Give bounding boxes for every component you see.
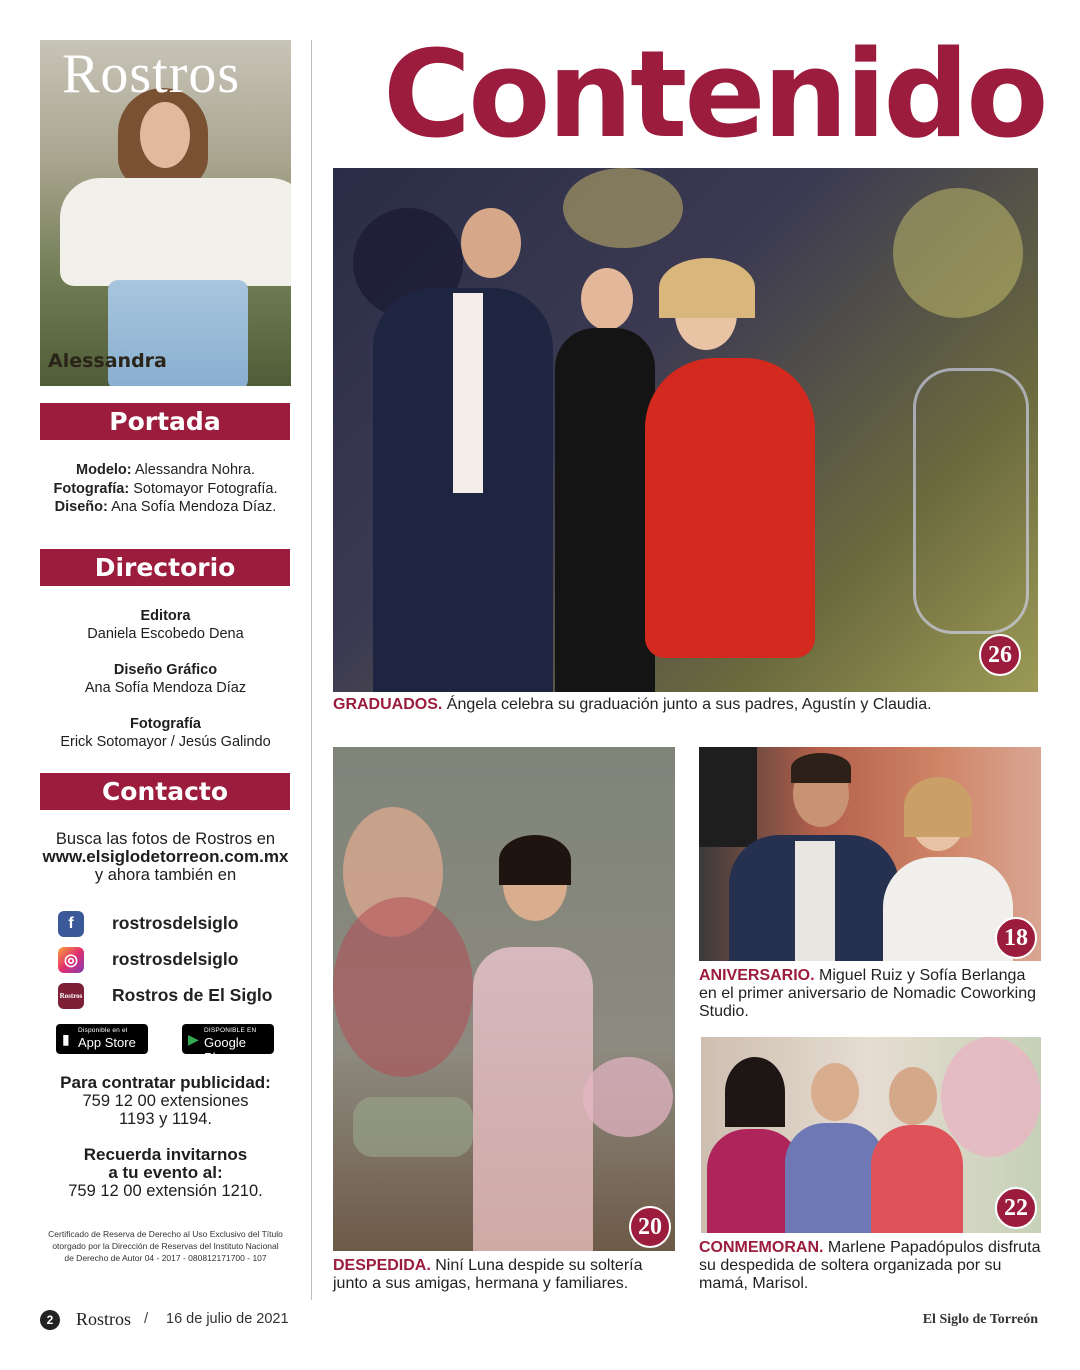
conmemoran-caption: CONMEMORAN. Marlene Papadópulos disfruta su despedida de soltera organizada por su mamá, Marisol.: [699, 1239, 1041, 1292]
footer-brand: Rostros: [76, 1309, 132, 1329]
directorio-list: [40, 607, 291, 751]
cover-image[interactable]: [40, 40, 291, 386]
despedida-caption: DESPEDIDA. Niní Luna despide su soltería junto a sus amigas, hermana y familiares.: [333, 1257, 643, 1292]
google-play-badge[interactable]: ▶ DISPONIBLE EN Google Play: [182, 1024, 274, 1054]
google-play-icon: ▶: [188, 1030, 199, 1047]
contacto-text: Busca las fotos de Rostros en www.elsiglodetorreon.com.mx y ahora también en: [40, 830, 291, 884]
conmemoran-photo[interactable]: [701, 1037, 1041, 1233]
instagram-icon: ◎: [58, 947, 84, 973]
social-list: [40, 906, 291, 1014]
directorio-entry: Fotografía Erick Sotomayor / Jesús Galindo: [60, 715, 271, 750]
portada-credits: [40, 461, 291, 517]
contacto-heading: Contacto: [40, 773, 290, 810]
despedida-photo[interactable]: [333, 747, 675, 1251]
graduados-photo[interactable]: [333, 168, 1038, 692]
apple-icon: ▮: [62, 1030, 70, 1047]
aniversario-photo[interactable]: [699, 747, 1041, 961]
page-badge-18: 18: [995, 917, 1037, 959]
invite-info: Recuerda invitarnos a tu evento al: 759 12 00 extensión 1210.: [68, 1144, 263, 1200]
app-store-badge[interactable]: ▮ Disponible en el App Store: [56, 1024, 148, 1054]
social-instagram[interactable]: ◎ rostrosdelsiglo: [40, 942, 291, 978]
column-divider: [311, 40, 312, 1300]
cover-model-name: Alessandra: [48, 350, 167, 372]
credit-line: Fotografía: Sotomayor Fotografía.: [53, 480, 278, 497]
page-number: 2: [40, 1310, 60, 1330]
social-app[interactable]: Rostros Rostros de El Siglo: [40, 978, 291, 1014]
page-badge-22: 22: [995, 1187, 1037, 1229]
page-badge-20: 20: [629, 1206, 671, 1248]
newspaper-logo: El Siglo de Torreón: [922, 1312, 1038, 1327]
legal-notice: Certificado de Reserva de Derecho al Uso Exclusivo del Título otorgado por la Dirección de Reservas del Instituto Nacional de Derecho de Autor 04 - 2017 - 080812171700 - 107: [48, 1228, 283, 1263]
facebook-icon: f: [58, 911, 84, 937]
store-badges: [40, 1024, 291, 1065]
social-facebook[interactable]: f rostrosdelsiglo: [40, 906, 291, 942]
portada-heading: Portada: [40, 403, 290, 440]
directorio-heading: Directorio: [40, 549, 290, 586]
footer-date: 16 de julio de 2021: [166, 1311, 289, 1327]
advertising-info: Para contratar publicidad: 759 12 00 extensiones 1193 y 1194.: [60, 1072, 271, 1128]
cover-model-face: [140, 102, 190, 168]
rostros-app-icon: Rostros: [58, 983, 84, 1009]
directorio-entry: Diseño Gráfico Ana Sofía Mendoza Díaz: [84, 661, 247, 696]
credit-line: Diseño: Ana Sofía Mendoza Díaz.: [54, 499, 277, 515]
credit-line: Modelo: Alessandra Nohra.: [76, 462, 255, 478]
page-footer: [40, 1310, 1040, 1332]
cover-model-shirt: [60, 178, 291, 286]
left-column: [40, 40, 291, 1264]
cover-masthead: Rostros: [62, 43, 241, 105]
page-badge-26: 26: [979, 634, 1021, 676]
website-link[interactable]: www.elsiglodetorreon.com.mx: [42, 846, 289, 866]
aniversario-caption: ANIVERSARIO. Miguel Ruiz y Sofía Berlanga en el primer aniversario de Nomadic Coworking Studio.: [699, 967, 1037, 1020]
graduados-caption: GRADUADOS. Ángela celebra su graduación junto a sus padres, Agustín y Claudia.: [333, 696, 932, 713]
page-title: Contenido: [383, 26, 1046, 165]
directorio-entry: Editora Daniela Escobedo Dena: [87, 607, 244, 642]
footer-separator: /: [144, 1310, 149, 1327]
